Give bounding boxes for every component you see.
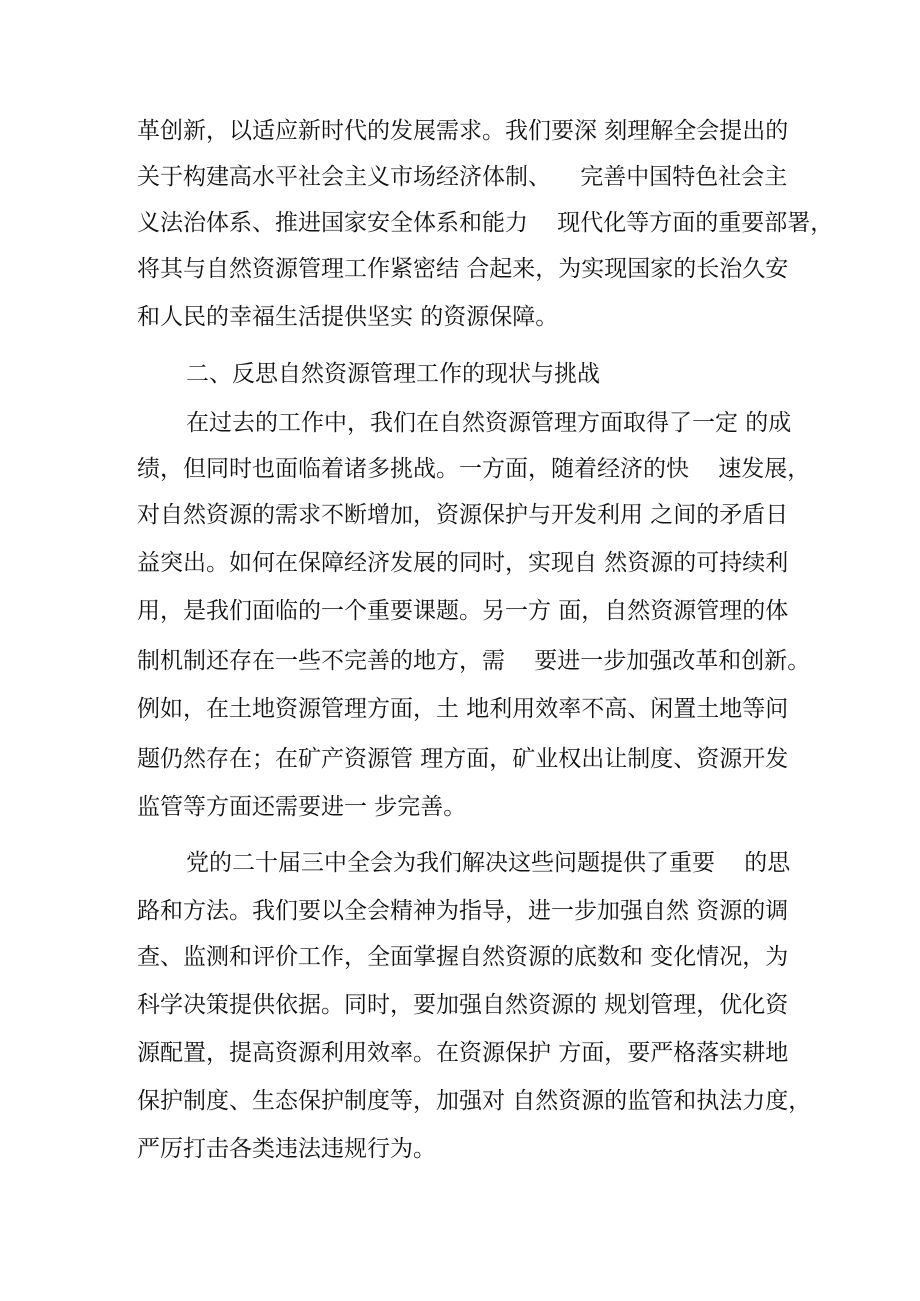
text-line: 例如，在土地资源管理方面，土 地利用效率不高、闲置土地等问 bbox=[137, 696, 789, 722]
text-line: 严厉打击各类违法违规行为。 bbox=[137, 1136, 436, 1162]
text-line: 绩，但同时也面临着诸多挑战。一方面，随着经济的快 速发展， bbox=[137, 456, 811, 482]
section-heading: 二、反思自然资源管理工作的现状与挑战 bbox=[186, 361, 600, 387]
text-line: 源配置，提高资源利用效率。在资源保护 方面，要严格落实耕地 bbox=[137, 1040, 789, 1066]
text-line: 义法治体系、推进国家安全体系和能力 现代化等方面的重要部署， bbox=[137, 210, 834, 236]
text-line: 和人民的幸福生活提供坚实 的资源保障。 bbox=[137, 304, 559, 330]
text-line: 益突出。如何在保障经济发展的同时，实现自 然资源的可持续利 bbox=[137, 550, 789, 576]
text-line: 路和方法。我们要以全会精神为指导，进一步加强自然 资源的调 bbox=[137, 898, 789, 924]
text-line: 对自然资源的需求不断增加，资源保护与开发利用 之间的矛盾日 bbox=[137, 502, 789, 528]
text-line: 科学决策提供依据。同时，要加强自然资源的 规划管理，优化资 bbox=[137, 992, 789, 1018]
text-line: 用，是我们面临的一个重要课题。另一方 面，自然资源管理的体 bbox=[137, 598, 789, 624]
text-line: 制机制还存在一些不完善的地方，需 要进一步加强改革和创新。 bbox=[137, 648, 811, 674]
text-line: 关于构建高水平社会主义市场经济体制、 完善中国特色社会主 bbox=[137, 164, 788, 190]
text-line: 查、监测和评价工作，全面掌握自然资源的底数和 变化情况，为 bbox=[137, 944, 789, 970]
text-line: 革创新，以适应新时代的发展需求。我们要深 刻理解全会提出的 bbox=[137, 118, 789, 144]
text-line: 监管等方面还需要进一 步完善。 bbox=[137, 794, 467, 820]
paragraph-first-line: 在过去的工作中，我们在自然资源管理方面取得了一定 的成 bbox=[186, 410, 792, 436]
paragraph-first-line: 党的二十届三中全会为我们解决这些问题提供了重要 的思 bbox=[186, 850, 791, 876]
text-line: 题仍然存在；在矿产资源管 理方面，矿业权出让制度、资源开发 bbox=[137, 746, 789, 772]
text-line: 保护制度、生态保护制度等，加强对 自然资源的监管和执法力度， bbox=[137, 1088, 812, 1114]
text-line: 将其与自然资源管理工作紧密结 合起来，为实现国家的长治久安 bbox=[137, 256, 789, 282]
